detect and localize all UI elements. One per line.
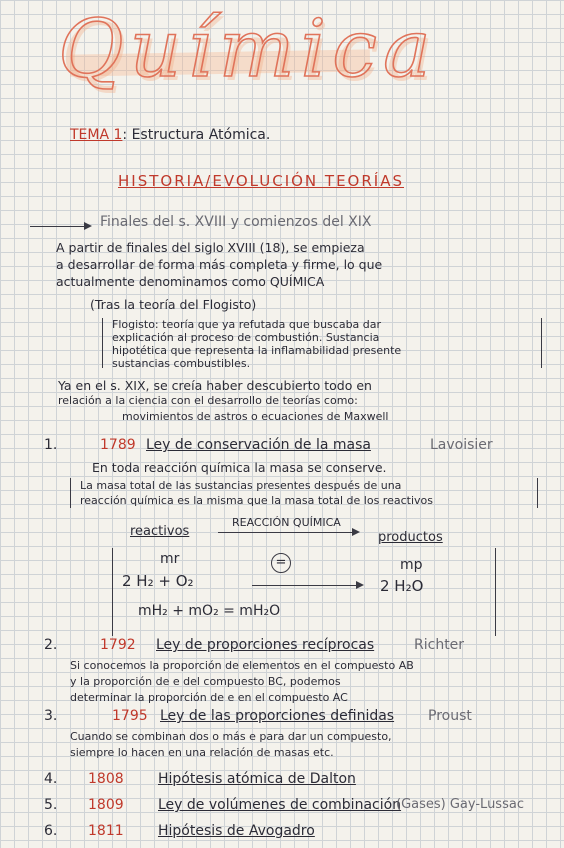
law-number: 2. <box>44 637 58 653</box>
para2-line: relación a la ciencia con el desarrollo de teorías como: <box>58 394 358 407</box>
flogisto-line: Flogisto: teoría que ya refutada que buscaba dar <box>112 318 382 331</box>
law1-line: En toda reacción química la masa se conserve. <box>92 460 387 475</box>
law1-line: La masa total de las sustancias presentes después de una <box>80 479 402 492</box>
law-year: 1792 <box>100 637 136 653</box>
law-author: Richter <box>414 637 465 653</box>
law-author: (Gases) Gay-Lussac <box>396 797 524 812</box>
law-year: 1808 <box>88 771 124 787</box>
para1-line: a desarrollar de forma más completa y firme, lo que <box>56 257 383 272</box>
law-name: Ley de proporciones recíprocas <box>156 637 375 653</box>
section-arrow <box>30 226 90 227</box>
law3-line: Cuando se combinan dos o más e para dar un compuesto, <box>70 730 392 743</box>
law-name: Ley de las proporciones definidas <box>160 708 395 724</box>
flogisto-heading: (Tras la teoría del Flogisto) <box>90 297 257 312</box>
flogisto-line: hipotética que representa la inflamabilidad presente <box>112 344 402 357</box>
para1-line: actualmente denominamos como QUÍMICA <box>56 274 325 289</box>
flogisto-line: sustancias combustibles. <box>112 357 251 370</box>
law-year: 1789 <box>100 437 136 453</box>
law-number: 5. <box>44 797 58 813</box>
mr-label: mr <box>160 551 180 567</box>
law-year: 1809 <box>88 797 124 813</box>
law-number: 3. <box>44 708 58 724</box>
tema-heading <box>70 127 270 143</box>
law-name: Hipótesis atómica de Dalton <box>158 771 356 787</box>
law-name: Ley de volúmenes de combinación <box>158 797 402 813</box>
law-year: 1795 <box>112 708 148 724</box>
reaction-lhs: 2 H₂ + O₂ <box>122 572 194 590</box>
law-number: 4. <box>44 771 58 787</box>
law-number: 1. <box>44 437 58 453</box>
law-author: Lavoisier <box>430 437 493 453</box>
reaction-rhs: 2 H₂O <box>380 577 424 595</box>
law2-line: determinar la proporción de e en el compuesto AC <box>70 691 348 704</box>
law-number: 6. <box>44 823 58 839</box>
para2b: movimientos de astros o ecuaciones de Maxwell <box>122 410 389 423</box>
law-year: 1811 <box>88 823 124 839</box>
law2-line: y la proporción de e del compuesto BC, podemos <box>70 675 341 688</box>
para1-line: A partir de finales del siglo XVIII (18), se empieza <box>56 240 365 255</box>
reaction-label: REACCIÓN QUÍMICA <box>232 516 341 529</box>
tema-number: TEMA 1 <box>70 127 123 143</box>
law2-line: Si conocemos la proporción de elementos en el compuesto AB <box>70 659 414 672</box>
para2-line: Ya en el s. XIX, se creía haber descubierto todo en <box>58 378 372 393</box>
law1-line: reacción química es la misma que la masa total de los reactivos <box>80 494 433 507</box>
law-author: Proust <box>428 708 472 724</box>
law3-line: siempre lo hacen en una relación de masas etc. <box>70 746 334 759</box>
section-heading: Finales del s. XVIII y comienzos del XIX <box>100 214 372 230</box>
tema-text: : Estructura Atómica. <box>122 127 271 143</box>
subtitle: HISTORIA/EVOLUCIÓN TEORÍAS <box>118 172 404 190</box>
law-name: Ley de conservación de la masa <box>146 437 371 453</box>
reaction-top-arrow <box>218 532 358 533</box>
mass-line: mH₂ + mO₂ = mH₂O <box>138 603 281 619</box>
productos-label: productos <box>378 530 443 545</box>
reactivos-label: reactivos <box>130 524 190 539</box>
mp-label: mp <box>400 557 423 573</box>
reaction-arrow <box>252 585 362 586</box>
law-name: Hipótesis de Avogadro <box>158 823 315 839</box>
flogisto-line: explicación al proceso de combustión. Sustancia <box>112 331 380 344</box>
page-title: Química <box>58 2 437 95</box>
equal-circle: = <box>271 553 291 573</box>
